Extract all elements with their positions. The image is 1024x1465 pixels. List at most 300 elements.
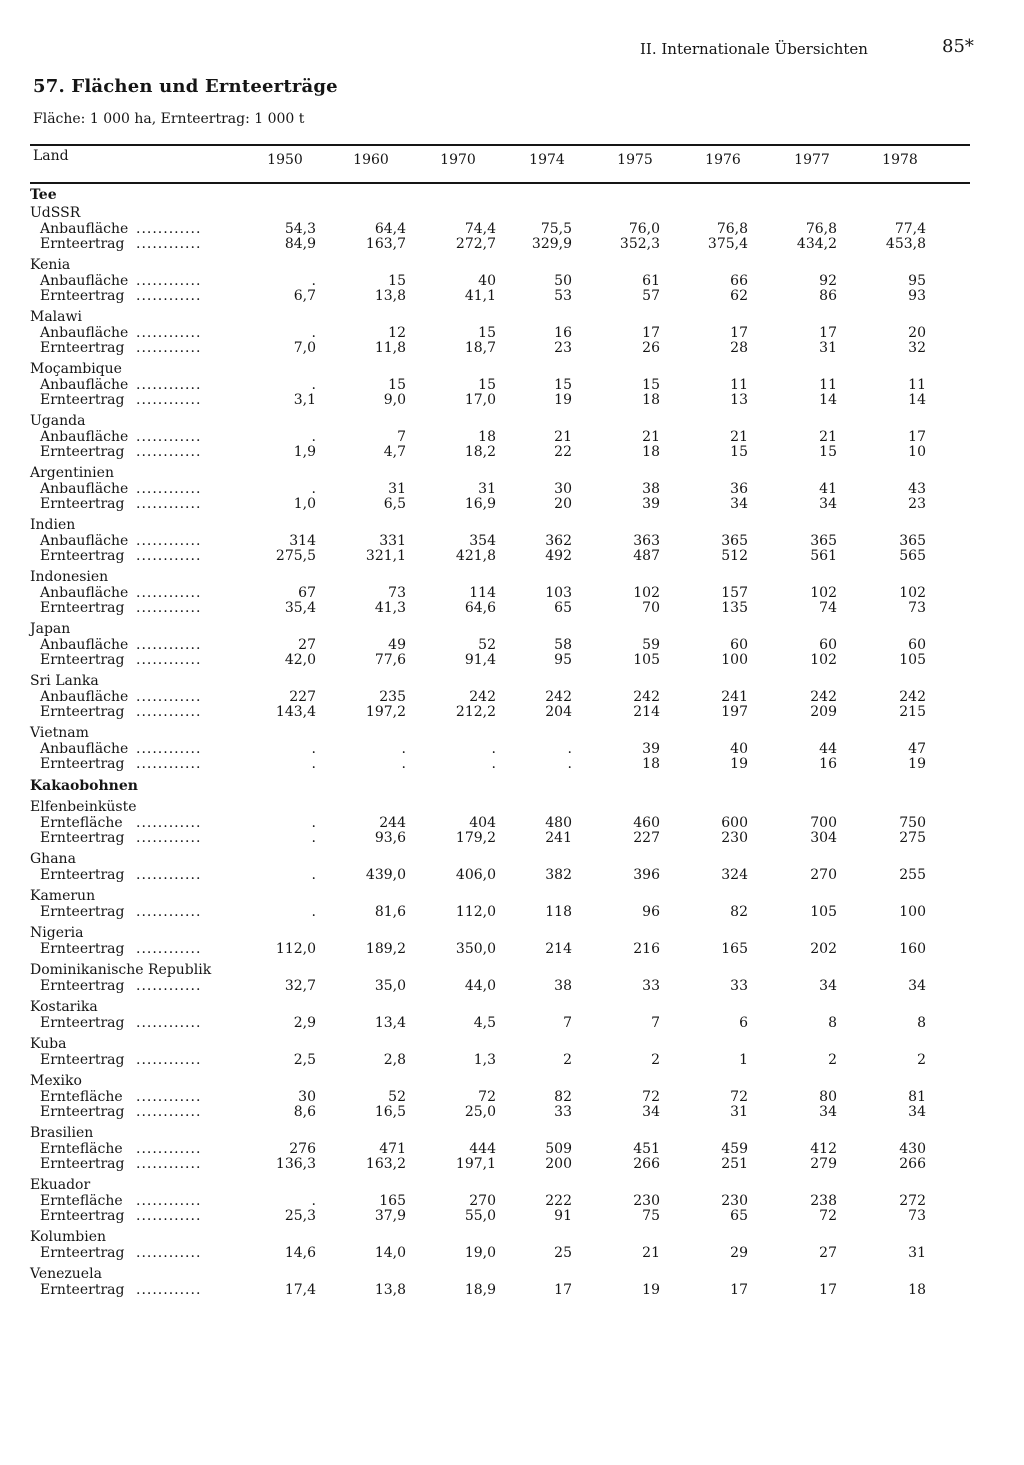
row-label: Ernteertrag	[40, 904, 125, 920]
section-label: Tee	[30, 187, 57, 203]
column-header-year: 1970	[440, 152, 476, 168]
column-header-year: 1960	[353, 152, 389, 168]
table-cell: 81,6	[374, 904, 406, 920]
leader-dots: ............	[136, 741, 202, 757]
table-cell: 32,7	[284, 978, 316, 994]
row-label: Anbaufläche	[40, 273, 129, 289]
table-row	[0, 341, 1024, 356]
leader-dots: ............	[136, 481, 202, 497]
table-cell: 7	[651, 1015, 660, 1031]
table-cell: 17	[642, 325, 660, 341]
table-cell: 34	[908, 1104, 926, 1120]
table-cell: 26	[642, 340, 660, 356]
table-cell: 64,4	[374, 221, 406, 237]
table-cell: 112,0	[455, 904, 496, 920]
table-cell: 12	[388, 325, 406, 341]
table-cell: 421,8	[455, 548, 496, 564]
table-cell: 73	[388, 585, 406, 601]
table-cell: 13,8	[374, 1282, 406, 1298]
leader-dots: ............	[136, 533, 202, 549]
section-label: Kakaobohnen	[30, 778, 138, 794]
table-cell: 270	[810, 867, 837, 883]
table-cell: 28	[730, 340, 748, 356]
table-cell: 11	[908, 377, 926, 393]
table-row	[0, 1283, 1024, 1298]
table-cell: 52	[388, 1089, 406, 1105]
table-cell: 86	[819, 288, 837, 304]
row-label: Ernteertrag	[40, 941, 125, 957]
country-name: Ekuador	[30, 1177, 91, 1193]
table-cell: 37,9	[374, 1208, 406, 1224]
table-cell: 750	[899, 815, 926, 831]
section-heading	[0, 186, 1024, 205]
country-name: Argentinien	[30, 465, 114, 481]
table-row	[0, 1194, 1024, 1209]
leader-dots: ............	[136, 978, 202, 994]
table-cell: 17	[730, 1282, 748, 1298]
table-cell: 100	[721, 652, 748, 668]
table-cell: 20	[554, 496, 572, 512]
table-cell: 41	[819, 481, 837, 497]
table-cell: 321,1	[365, 548, 406, 564]
leader-dots: ............	[136, 867, 202, 883]
table-cell: 21	[642, 429, 660, 445]
leader-dots: ............	[136, 1193, 202, 1209]
country-name: Kostarika	[30, 999, 98, 1015]
table-cell: 251	[721, 1156, 748, 1172]
table-cell: 41,1	[464, 288, 496, 304]
table-cell: 34	[642, 1104, 660, 1120]
table-cell: 34	[819, 978, 837, 994]
column-header-year: 1977	[794, 152, 830, 168]
table-cell: 39	[642, 496, 660, 512]
row-label: Ernteertrag	[40, 444, 125, 460]
table-cell: .	[311, 377, 316, 393]
leader-dots: ............	[136, 288, 202, 304]
table-cell: 4,5	[473, 1015, 496, 1031]
table-cell: 17	[908, 429, 926, 445]
table-cell: 17,4	[284, 1282, 316, 1298]
table-row	[0, 742, 1024, 757]
table-row	[0, 549, 1024, 564]
table-cell: 16,9	[464, 496, 496, 512]
table-row	[0, 393, 1024, 408]
table-cell: 65	[730, 1208, 748, 1224]
table-cell: 230	[721, 1193, 748, 1209]
country-name: Venezuela	[30, 1266, 102, 1282]
table-cell: 1,3	[473, 1052, 496, 1068]
table-cell: 50	[554, 273, 572, 289]
table-cell: .	[311, 273, 316, 289]
table-cell: 27	[298, 637, 316, 653]
table-cell: 2	[651, 1052, 660, 1068]
table-row	[0, 601, 1024, 616]
table-cell: 362	[545, 533, 572, 549]
table-cell: 329,9	[531, 236, 572, 252]
table-cell: 331	[379, 533, 406, 549]
country-group	[0, 1229, 1024, 1261]
table-cell: 41,3	[374, 600, 406, 616]
table-cell: 18,2	[464, 444, 496, 460]
table-cell: 17,0	[464, 392, 496, 408]
table-title: 57. Flächen und Ernteerträge	[33, 76, 338, 97]
table-cell: 163,7	[365, 236, 406, 252]
table-cell: .	[311, 429, 316, 445]
table-cell: 21	[730, 429, 748, 445]
table-cell: .	[311, 756, 316, 772]
table-cell: 17	[819, 1282, 837, 1298]
table-cell: 492	[545, 548, 572, 564]
leader-dots: ............	[136, 1015, 202, 1031]
table-unit-note: Fläche: 1 000 ha, Ernteertrag: 1 000 t	[33, 111, 305, 127]
table-cell: 179,2	[455, 830, 496, 846]
table-cell: .	[311, 815, 316, 831]
table-row	[0, 1209, 1024, 1224]
table-cell: 61	[642, 273, 660, 289]
leader-dots: ............	[136, 1282, 202, 1298]
table-cell: 18,7	[464, 340, 496, 356]
table-cell: 509	[545, 1141, 572, 1157]
table-cell: 20	[908, 325, 926, 341]
table-cell: 2,9	[293, 1015, 316, 1031]
table-cell: 60	[819, 637, 837, 653]
table-cell: 44,0	[464, 978, 496, 994]
table-cell: .	[311, 867, 316, 883]
country-group	[0, 1266, 1024, 1298]
table-cell: 39	[642, 741, 660, 757]
table-row	[0, 638, 1024, 653]
table-cell: 430	[899, 1141, 926, 1157]
table-cell: 350,0	[455, 941, 496, 957]
table-cell: 13	[730, 392, 748, 408]
table-cell: 92	[819, 273, 837, 289]
table-cell: 34	[819, 1104, 837, 1120]
leader-dots: ............	[136, 1245, 202, 1261]
table-cell: 15	[478, 377, 496, 393]
leader-dots: ............	[136, 941, 202, 957]
table-cell: 13,8	[374, 288, 406, 304]
leader-dots: ............	[136, 1141, 202, 1157]
table-cell: 32	[908, 340, 926, 356]
table-row	[0, 816, 1024, 831]
table-cell: 480	[545, 815, 572, 831]
country-group	[0, 361, 1024, 408]
table-cell: 54,3	[284, 221, 316, 237]
table-cell: 363	[633, 533, 660, 549]
table-cell: 6,7	[293, 288, 316, 304]
table-cell: 279	[810, 1156, 837, 1172]
table-cell: 53	[554, 288, 572, 304]
table-cell: 8,6	[293, 1104, 316, 1120]
table-cell: 238	[810, 1193, 837, 1209]
table-cell: 15	[730, 444, 748, 460]
table-cell: 65	[554, 600, 572, 616]
row-label: Anbaufläche	[40, 533, 129, 549]
row-label: Anbaufläche	[40, 741, 129, 757]
table-cell: 70	[642, 600, 660, 616]
country-group	[0, 725, 1024, 772]
table-cell: 275,5	[275, 548, 316, 564]
running-head: II. Internationale Übersichten	[640, 40, 868, 58]
table-cell: 95	[908, 273, 926, 289]
table-cell: 103	[545, 585, 572, 601]
table-cell: 439,0	[365, 867, 406, 883]
table-cell: 9,0	[383, 392, 406, 408]
country-name: Indonesien	[30, 569, 109, 585]
table-cell: 266	[899, 1156, 926, 1172]
table-cell: 52	[478, 637, 496, 653]
leader-dots: ............	[136, 340, 202, 356]
table-cell: 31	[819, 340, 837, 356]
country-name: Kamerun	[30, 888, 96, 904]
table-cell: 102	[810, 585, 837, 601]
table-row	[0, 289, 1024, 304]
leader-dots: ............	[136, 904, 202, 920]
table-cell: 34	[819, 496, 837, 512]
table-cell: 73	[908, 1208, 926, 1224]
table-cell: 72	[478, 1089, 496, 1105]
table-cell: 17	[730, 325, 748, 341]
table-row	[0, 868, 1024, 883]
row-label: Erntefläche	[40, 1193, 123, 1209]
table-cell: 2	[917, 1052, 926, 1068]
row-label: Anbaufläche	[40, 377, 129, 393]
row-label: Ernteertrag	[40, 978, 125, 994]
table-cell: 84,9	[284, 236, 316, 252]
table-cell: 66	[730, 273, 748, 289]
table-cell: 6,5	[383, 496, 406, 512]
table-cell: 77,6	[374, 652, 406, 668]
table-cell: 72	[642, 1089, 660, 1105]
table-cell: .	[311, 481, 316, 497]
top-rule	[30, 144, 970, 146]
table-cell: 255	[899, 867, 926, 883]
table-cell: 102	[633, 585, 660, 601]
table-cell: 8	[828, 1015, 837, 1031]
table-cell: 242	[545, 689, 572, 705]
country-group	[0, 673, 1024, 720]
row-label: Ernteertrag	[40, 867, 125, 883]
table-row	[0, 378, 1024, 393]
table-cell: .	[311, 741, 316, 757]
table-cell: 33	[730, 978, 748, 994]
table-cell: 275	[899, 830, 926, 846]
row-label: Ernteertrag	[40, 652, 125, 668]
row-label: Ernteertrag	[40, 1208, 125, 1224]
table-cell: 7	[563, 1015, 572, 1031]
table-cell: 35,4	[284, 600, 316, 616]
table-cell: 95	[554, 652, 572, 668]
table-cell: 31	[730, 1104, 748, 1120]
table-cell: 105	[633, 652, 660, 668]
table-cell: 19,0	[464, 1245, 496, 1261]
table-cell: 38	[642, 481, 660, 497]
table-cell: 204	[545, 704, 572, 720]
table-cell: 1	[739, 1052, 748, 1068]
table-row	[0, 1090, 1024, 1105]
leader-dots: ............	[136, 429, 202, 445]
table-cell: 34	[730, 496, 748, 512]
row-label: Ernteertrag	[40, 704, 125, 720]
table-cell: 7	[397, 429, 406, 445]
table-cell: 16	[819, 756, 837, 772]
country-name: Indien	[30, 517, 76, 533]
table-cell: 30	[554, 481, 572, 497]
table-cell: 165	[721, 941, 748, 957]
table-cell: .	[401, 756, 406, 772]
table-cell: 11	[730, 377, 748, 393]
leader-dots: ............	[136, 392, 202, 408]
table-row	[0, 1157, 1024, 1172]
table-cell: 72	[730, 1089, 748, 1105]
table-cell: 197,1	[455, 1156, 496, 1172]
table-cell: 31	[478, 481, 496, 497]
leader-dots: ............	[136, 652, 202, 668]
leader-dots: ............	[136, 496, 202, 512]
row-label: Ernteertrag	[40, 548, 125, 564]
table-row	[0, 653, 1024, 668]
table-cell: 18	[642, 444, 660, 460]
table-cell: 215	[899, 704, 926, 720]
row-label: Ernteertrag	[40, 756, 125, 772]
column-header-year: 1950	[267, 152, 303, 168]
table-row	[0, 1142, 1024, 1157]
table-cell: 136,3	[275, 1156, 316, 1172]
table-cell: 163,2	[365, 1156, 406, 1172]
table-cell: 17	[554, 1282, 572, 1298]
table-cell: 19	[730, 756, 748, 772]
table-cell: 197,2	[365, 704, 406, 720]
table-cell: 102	[899, 585, 926, 601]
leader-dots: ............	[136, 1208, 202, 1224]
table-cell: 459	[721, 1141, 748, 1157]
table-cell: 565	[899, 548, 926, 564]
row-label: Ernteertrag	[40, 1052, 125, 1068]
leader-dots: ............	[136, 1089, 202, 1105]
table-cell: 1,0	[293, 496, 316, 512]
table-cell: 93	[908, 288, 926, 304]
row-label: Ernteertrag	[40, 1104, 125, 1120]
leader-dots: ............	[136, 236, 202, 252]
table-cell: .	[567, 756, 572, 772]
table-cell: 60	[730, 637, 748, 653]
table-cell: 96	[642, 904, 660, 920]
row-label: Ernteertrag	[40, 340, 125, 356]
table-cell: 105	[899, 652, 926, 668]
table-cell: 241	[721, 689, 748, 705]
leader-dots: ............	[136, 377, 202, 393]
row-label: Anbaufläche	[40, 585, 129, 601]
table-cell: 44	[819, 741, 837, 757]
table-cell: 75	[642, 1208, 660, 1224]
table-cell: 57	[642, 288, 660, 304]
row-label: Ernteertrag	[40, 830, 125, 846]
table-cell: 434,2	[796, 236, 837, 252]
table-cell: 314	[289, 533, 316, 549]
table-cell: 21	[554, 429, 572, 445]
table-cell: 14	[819, 392, 837, 408]
leader-dots: ............	[136, 548, 202, 564]
table-cell: 4,7	[383, 444, 406, 460]
country-name: Malawi	[30, 309, 82, 325]
table-row	[0, 690, 1024, 705]
column-header-year: 1978	[882, 152, 918, 168]
country-group	[0, 888, 1024, 920]
table-cell: 352,3	[619, 236, 660, 252]
country-group	[0, 1036, 1024, 1068]
table-row	[0, 274, 1024, 289]
table-cell: 31	[388, 481, 406, 497]
leader-dots: ............	[136, 325, 202, 341]
table-cell: 25	[554, 1245, 572, 1261]
country-name: Brasilien	[30, 1125, 94, 1141]
row-label: Erntefläche	[40, 1089, 123, 1105]
table-cell: 91,4	[464, 652, 496, 668]
table-cell: 453,8	[885, 236, 926, 252]
table-cell: 227	[289, 689, 316, 705]
table-cell: 16,5	[374, 1104, 406, 1120]
table-cell: 15	[554, 377, 572, 393]
table-row	[0, 942, 1024, 957]
table-cell: 700	[810, 815, 837, 831]
table-cell: 23	[908, 496, 926, 512]
country-name: Moçambique	[30, 361, 122, 377]
column-header-row	[0, 148, 1024, 176]
country-name: UdSSR	[30, 205, 81, 221]
table-cell: 214	[545, 941, 572, 957]
table-cell: 227	[633, 830, 660, 846]
country-group	[0, 999, 1024, 1031]
country-name: Ghana	[30, 851, 76, 867]
table-row	[0, 1105, 1024, 1120]
table-row	[0, 1016, 1024, 1031]
table-cell: 10	[908, 444, 926, 460]
table-cell: 13,4	[374, 1015, 406, 1031]
table-cell: 241	[545, 830, 572, 846]
country-group	[0, 257, 1024, 304]
table-cell: 55,0	[464, 1208, 496, 1224]
table-cell: 34	[908, 978, 926, 994]
country-group	[0, 925, 1024, 957]
table-cell: 6	[739, 1015, 748, 1031]
table-cell: 18	[642, 756, 660, 772]
table-cell: 76,8	[805, 221, 837, 237]
table-cell: 82	[554, 1089, 572, 1105]
row-label: Ernteertrag	[40, 1282, 125, 1298]
table-cell: 19	[908, 756, 926, 772]
table-cell: 444	[469, 1141, 496, 1157]
country-name: Elfenbeinküste	[30, 799, 137, 815]
table-cell: 64,6	[464, 600, 496, 616]
table-cell: 18	[642, 392, 660, 408]
table-cell: 189,2	[365, 941, 406, 957]
leader-dots: ............	[136, 830, 202, 846]
table-cell: .	[491, 741, 496, 757]
leader-dots: ............	[136, 815, 202, 831]
header-rule	[30, 182, 970, 184]
leader-dots: ............	[136, 756, 202, 772]
country-name: Kolumbien	[30, 1229, 107, 1245]
table-cell: 21	[819, 429, 837, 445]
table-row	[0, 831, 1024, 846]
table-cell: 74,4	[464, 221, 496, 237]
row-label: Anbaufläche	[40, 221, 129, 237]
table-cell: 43	[908, 481, 926, 497]
table-cell: 7,0	[293, 340, 316, 356]
table-cell: 157	[721, 585, 748, 601]
row-label: Anbaufläche	[40, 325, 129, 341]
leader-dots: ............	[136, 689, 202, 705]
